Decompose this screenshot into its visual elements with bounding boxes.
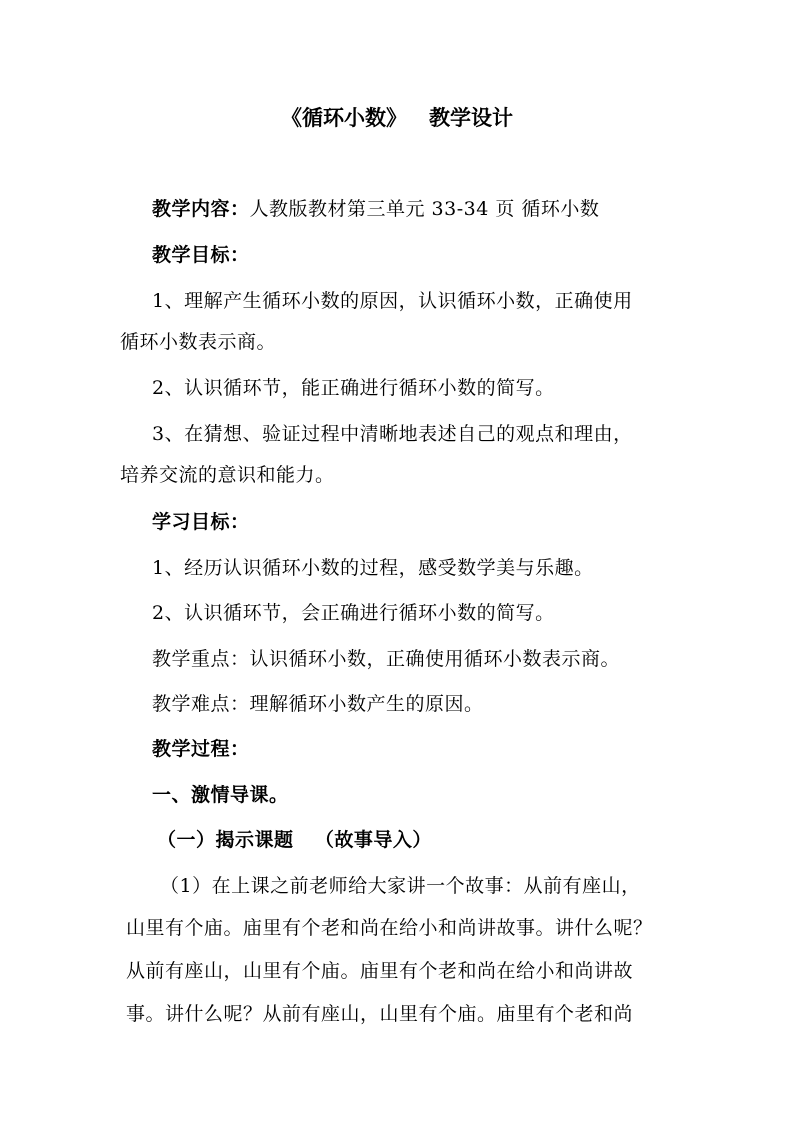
- section-heading-1: 一、激情导课。: [152, 784, 289, 806]
- teaching-content-text: 人教版教材第三单元 33-34 页 循环小数: [249, 198, 600, 220]
- teaching-goal-1-line-2: 循环小数表示商。: [120, 331, 277, 353]
- learning-goal-1: 1、经历认识循环小数的过程，感受数学美与乐趣。: [152, 557, 594, 579]
- teaching-process-heading: 教学过程：: [152, 738, 250, 760]
- teaching-content-line: [152, 197, 599, 221]
- paragraph-line-2: 山里有个庙。庙里有个老和尚在给小和尚讲故事。讲什么呢？: [126, 917, 653, 939]
- teaching-goal-1-line-1: 1、理解产生循环小数的原因，认识循环小数，正确使用: [152, 290, 633, 312]
- learning-goal-2: 2、认识循环节，会正确进行循环小数的简写。: [152, 602, 555, 624]
- paragraph-line-1: （1）在上课之前老师给大家讲一个故事：从前有座山，: [160, 875, 641, 897]
- learning-goals-heading: 学习目标：: [152, 511, 250, 533]
- teaching-goal-3-line-2: 培养交流的意识和能力。: [120, 464, 335, 486]
- teaching-content-label: 教学内容：: [152, 198, 250, 220]
- key-point: 教学重点：认识循环小数，正确使用循环小数表示商。: [152, 648, 621, 670]
- teaching-goal-2: 2、认识循环节，能正确进行循环小数的简写。: [152, 377, 555, 399]
- paragraph-line-3: 从前有座山，山里有个庙。庙里有个老和尚在给小和尚讲故: [126, 960, 634, 982]
- paragraph-line-4: 事。讲什么呢？从前有座山，山里有个庙。庙里有个老和尚: [126, 1003, 634, 1025]
- teaching-goal-3-line-1: 3、在猜想、验证过程中清晰地表述自己的观点和理由，: [152, 423, 633, 445]
- teaching-goals-heading: 教学目标：: [152, 244, 250, 266]
- document-title: 《循环小数》 教学设计: [281, 105, 513, 130]
- subsection-heading-1: （一）揭示课题 （故事导入）: [157, 829, 432, 851]
- difficult-point: 教学难点：理解循环小数产生的原因。: [152, 693, 484, 715]
